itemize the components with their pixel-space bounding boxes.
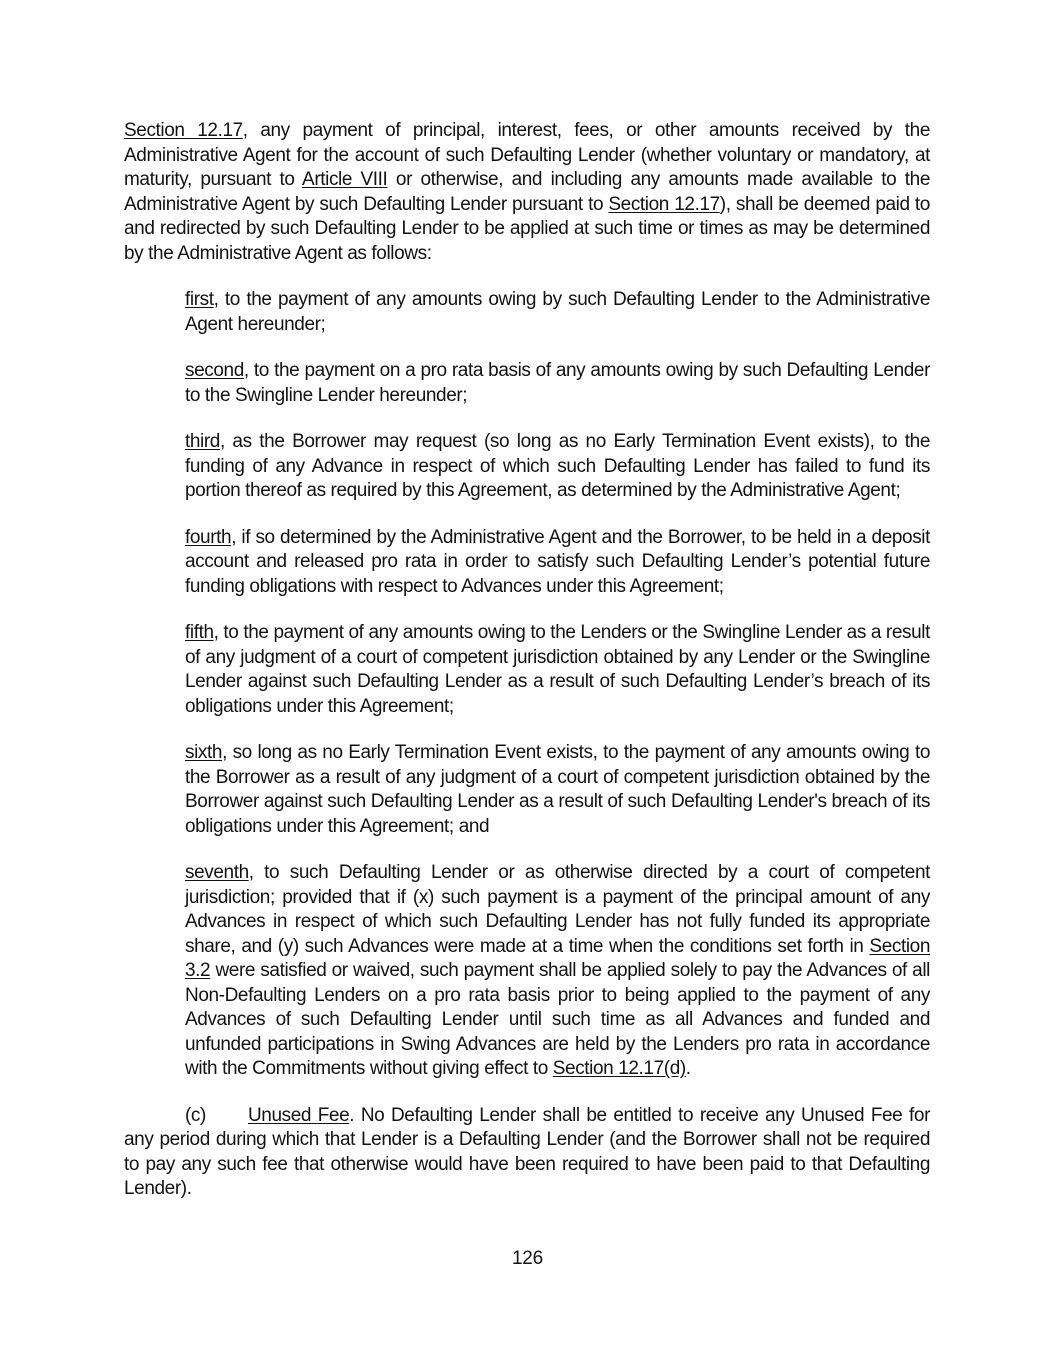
clause-third: third, as the Borrower may request (so long as no Early Termination Event exists), to the funding of any Advance in respect of which such Defaulting Lender has failed to fund its portion thereof as required by this Agreement, as determined by the Administrative Agent; — [185, 431, 930, 501]
clause-seventh: seventh, to such Defaulting Lender or as otherwise directed by a court of competent jurisdiction; provided that if (x) such payment is a payment of the principal amount of any Advances in respect of which such Defaulting Lender has not fully funded its appropriate share, and (y) such Advances were made at a time when the conditions set forth in Section 3.2 were satisfied or waived, such payment shall be applied solely to pay the Advances of all Non-Defaulting Lenders on a pro rata basis prior to being applied to the payment of any Advances of such Defaulting Lender until such time as all Advances and funded and unfunded participations in Swing Advances are held by the Lenders pro rata in accordance with the Commitments without giving effect to Section 12.17(d). — [185, 862, 930, 1079]
page-number: 126 — [511, 1248, 544, 1269]
paragraph-intro: Section 12.17, any payment of principal, interest, fees, or other amounts received by the Administrative Agent for the account of such Defaulting Lender (whether voluntary or mandatory, at maturity, pursuant to Article VIII or otherwise, and including any amounts made available to the Administrative Agent by such Defaulting Lender pursuant to Section 12.17), shall be deemed paid to and redirected by such Defaulting Lender to be applied at such time or times as may be determined by the Administrative Agent as follows: — [124, 120, 931, 264]
clause-second: second, to the payment on a pro rata basis of any amounts owing by such Defaulting Lender to the Swingline Lender hereunder; — [185, 360, 930, 406]
clause-fifth: fifth, to the payment of any amounts owing to the Lenders or the Swingline Lender as a result of any judgment of a court of competent jurisdiction obtained by any Lender or the Swingline Lender against such Defaulting Lender as a result of such Defaulting Lender’s breach of its obligations under this Agreement; — [185, 622, 930, 717]
clause-first: first, to the payment of any amounts owing by such Defaulting Lender to the Administrative Agent hereunder; — [185, 289, 930, 335]
clause-sixth: sixth, so long as no Early Termination Event exists, to the payment of any amounts owing to the Borrower as a result of any judgment of a court of competent jurisdiction obtained by the Borrower against such Defaulting Lender as a result of such Defaulting Lender's breach of its obligations under this Agreement; and — [185, 742, 930, 837]
clause-fourth: fourth, if so determined by the Administrative Agent and the Borrower, to be held in a deposit account and released pro rata in order to satisfy such Defaulting Lender’s potential future funding obligations with respect to Advances under this Agreement; — [185, 526, 930, 597]
paragraph-unused-fee: (c) Unused Fee. No Defaulting Lender shall be entitled to receive any Unused Fee for any period during which that Lender is a Defaulting Lender (and the Borrower shall not be required to pay any such fee that otherwise would have been required to have been paid to that Defaulting Lender). — [124, 1104, 930, 1199]
document-body — [124, 119, 930, 1224]
